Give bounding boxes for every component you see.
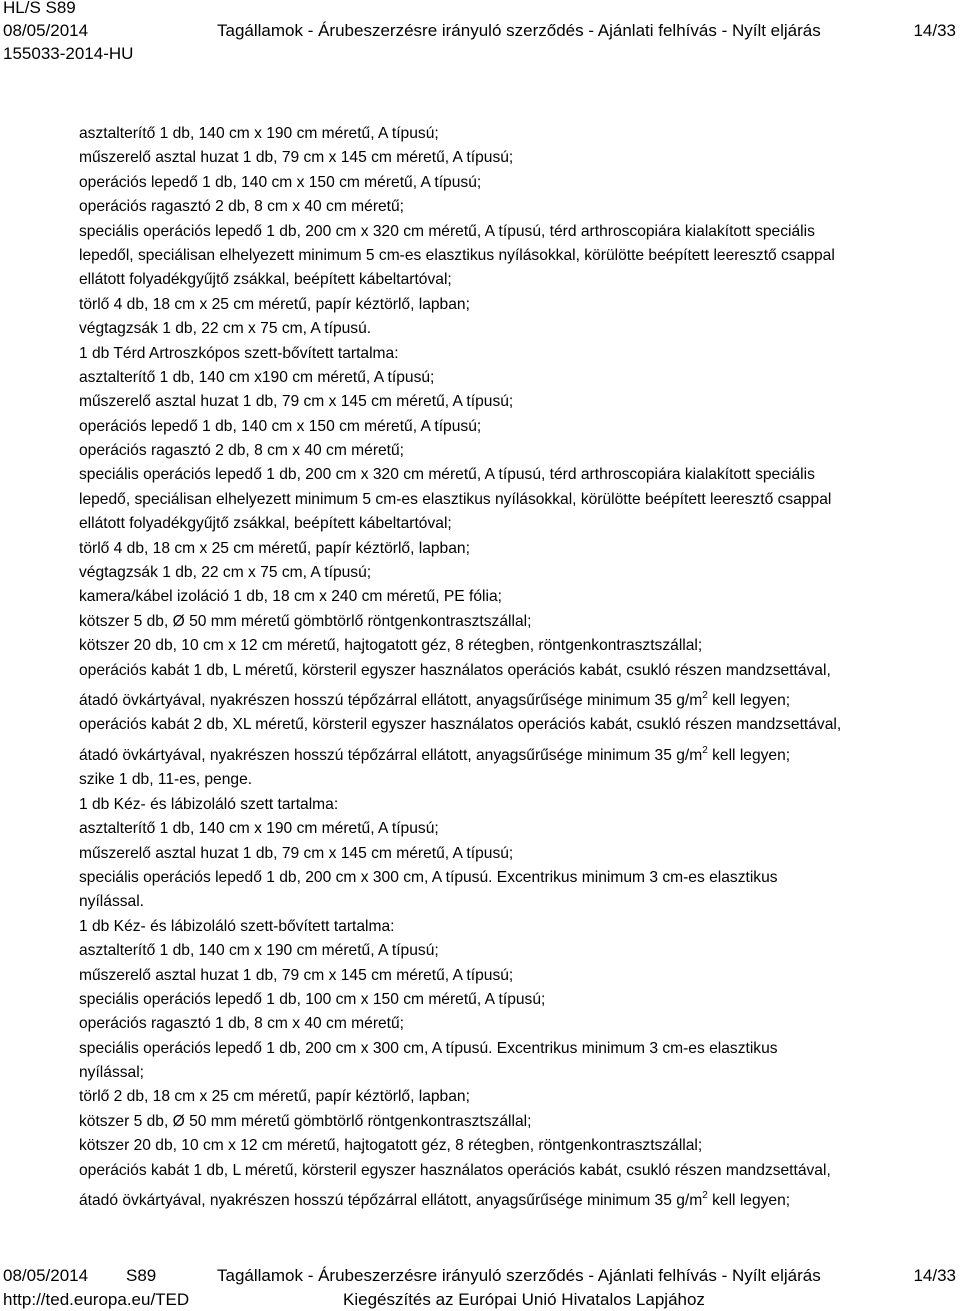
text-line [79, 683, 949, 714]
text-line [79, 1183, 949, 1214]
line-text: speciális operációs lepedő 1 db, 200 cm x 300 cm, A típusú. Excentrikus minimum 3 cm-es elasztikus [79, 1039, 778, 1057]
text-line [79, 561, 949, 585]
text-line [79, 268, 949, 292]
doc-ref: HL/S S89 [3, 0, 76, 17]
text-line [79, 659, 949, 683]
text-line [79, 415, 949, 439]
text-line [79, 634, 949, 658]
line-text: végtagzsák 1 db, 22 cm x 75 cm, A típusú; [79, 564, 372, 582]
text-line [79, 890, 949, 914]
line-text-tail: kell legyen; [707, 691, 791, 709]
text-line [79, 488, 949, 512]
line-text: kötszer 5 db, Ø 50 mm méretű gömbtörlő röntgenkontrasztszállal; [79, 1112, 532, 1130]
line-text: asztalterítő 1 db, 140 cm x 190 cm méretű, A típusú; [79, 942, 439, 960]
superscript-2: 2 [702, 744, 708, 756]
text-line [79, 146, 949, 170]
text-line [79, 390, 949, 414]
text-line [79, 964, 949, 988]
footer-series: S89 [126, 1266, 157, 1285]
text-line [79, 738, 949, 769]
line-text: operációs lepedő 1 db, 140 cm x 150 cm méretű, A típusú; [79, 173, 482, 191]
line-text: törlő 4 db, 18 cm x 25 cm méretű, papír kéztörlő, lapban; [79, 295, 470, 313]
text-line [79, 1061, 949, 1085]
text-line [79, 793, 949, 817]
line-text: műszerelő asztal huzat 1 db, 79 cm x 145 cm méretű, A típusú; [79, 966, 514, 984]
header-page-number: 14/33 [913, 21, 956, 40]
text-line [79, 439, 949, 463]
footer-page-number: 14/33 [913, 1266, 956, 1285]
text-line [79, 915, 949, 939]
line-text: szike 1 db, 11-es, penge. [79, 771, 253, 789]
text-line [79, 122, 949, 146]
line-text-tail: kell legyen; [707, 1192, 791, 1210]
text-line [79, 366, 949, 390]
line-text: operációs ragasztó 2 db, 8 cm x 40 cm méretű; [79, 198, 405, 216]
line-text: speciális operációs lepedő 1 db, 200 cm x 320 cm méretű, A típusú, térd arthroscopiára kialakított speciális [79, 222, 815, 240]
text-line [79, 585, 949, 609]
text-line [79, 220, 949, 244]
line-text: törlő 2 db, 18 cm x 25 cm méretű, papír kéztörlő, lapban; [79, 1088, 470, 1106]
line-text: végtagzsák 1 db, 22 cm x 75 cm, A típusú. [79, 320, 372, 338]
text-line [79, 171, 949, 195]
line-text: törlő 4 db, 18 cm x 25 cm méretű, papír kéztörlő, lapban; [79, 539, 470, 557]
page-footer [0, 1265, 960, 1311]
text-line [79, 537, 949, 561]
text-line [79, 244, 949, 268]
line-text: lepedő, speciálisan elhelyezett minimum 5 cm-es elasztikus nyílásokkal, körülötte beépített leeresztő csappal [79, 490, 832, 508]
line-text: átadó övkártyával, nyakrészen hosszú tépőzárral ellátott, anyagsűrűsége minimum 35 g/m [79, 1192, 703, 1210]
text-line [79, 1037, 949, 1061]
line-text: kötszer 5 db, Ø 50 mm méretű gömbtörlő röntgenkontrasztszállal; [79, 612, 532, 630]
line-text: nyílással. [79, 893, 145, 911]
text-line [79, 713, 949, 737]
text-line [79, 939, 949, 963]
footer-title: Tagállamok - Árubeszerzésre irányuló szerződés - Ajánlati felhívás - Nyílt eljárás [217, 1266, 821, 1285]
line-text: kötszer 20 db, 10 cm x 12 cm méretű, hajtogatott géz, 8 rétegben, röntgenkontrasztszállal; [79, 1137, 703, 1155]
text-line [79, 195, 949, 219]
line-text: asztalterítő 1 db, 140 cm x 190 cm méretű, A típusú; [79, 820, 439, 838]
text-line [79, 1110, 949, 1134]
header-date: 08/05/2014 [3, 21, 89, 40]
text-line [79, 1012, 949, 1036]
line-text: ellátott folyadékgyűjtő zsákkal, beépített kábeltartóval; [79, 515, 452, 533]
line-text: 1 db Térd Artroszkópos szett-bővített tartalma: [79, 344, 399, 362]
line-text: nyílással; [79, 1064, 145, 1082]
line-text: átadó övkártyával, nyakrészen hosszú tépőzárral ellátott, anyagsűrűsége minimum 35 g/m [79, 746, 703, 764]
text-line [79, 512, 949, 536]
line-text: műszerelő asztal huzat 1 db, 79 cm x 145 cm méretű, A típusú; [79, 844, 514, 862]
header-title: Tagállamok - Árubeszerzésre irányuló szerződés - Ajánlati felhívás - Nyílt eljárás [217, 21, 821, 40]
page-header [0, 0, 960, 70]
line-text: 1 db Kéz- és lábizoláló szett tartalma: [79, 795, 339, 813]
line-text: speciális operációs lepedő 1 db, 200 cm x 320 cm méretű, A típusú, térd arthroscopiára kialakított speciális [79, 466, 815, 484]
line-text: lepedől, speciálisan elhelyezett minimum 5 cm-es elasztikus nyílásokkal, körülötte beépített leeresztő csappal [79, 246, 835, 264]
line-text: átadó övkártyával, nyakrészen hosszú tépőzárral ellátott, anyagsűrűsége minimum 35 g/m [79, 691, 703, 709]
footer-supplement: Kiegészítés az Európai Unió Hivatalos Lapjához [343, 1290, 705, 1309]
text-line [79, 988, 949, 1012]
text-line [79, 817, 949, 841]
line-text: operációs kabát 1 db, L méretű, körsteril egyszer használatos operációs kabát, csukló részen mandzsettával, [79, 1161, 831, 1179]
text-line [79, 768, 949, 792]
text-line [79, 463, 949, 487]
document-body [79, 122, 949, 1214]
line-text: műszerelő asztal huzat 1 db, 79 cm x 145 cm méretű, A típusú; [79, 393, 514, 411]
line-text: operációs ragasztó 2 db, 8 cm x 40 cm méretű; [79, 442, 405, 460]
line-text: asztalterítő 1 db, 140 cm x190 cm méretű, A típusú; [79, 368, 435, 386]
line-text-tail: kell legyen; [707, 746, 791, 764]
line-text: operációs kabát 2 db, XL méretű, körsteril egyszer használatos operációs kabát, csukló részen mandzsettával, [79, 716, 842, 734]
superscript-2: 2 [702, 689, 708, 701]
line-text: operációs lepedő 1 db, 140 cm x 150 cm méretű, A típusú; [79, 417, 482, 435]
line-text: speciális operációs lepedő 1 db, 200 cm x 300 cm, A típusú. Excentrikus minimum 3 cm-es elasztikus [79, 868, 778, 886]
footer-date: 08/05/2014 [3, 1266, 89, 1285]
text-line [79, 866, 949, 890]
line-text: kamera/kábel izoláció 1 db, 18 cm x 240 cm méretű, PE fólia; [79, 588, 502, 606]
text-line [79, 317, 949, 341]
footer-url: http://ted.europa.eu/TED [3, 1290, 190, 1309]
doc-id: 155033-2014-HU [3, 44, 134, 63]
line-text: speciális operációs lepedő 1 db, 100 cm x 150 cm méretű, A típusú; [79, 990, 546, 1008]
text-line [79, 1159, 949, 1183]
text-line [79, 1134, 949, 1158]
line-text: ellátott folyadékgyűjtő zsákkal, beépített kábeltartóval; [79, 271, 452, 289]
text-line [79, 1085, 949, 1109]
text-line [79, 293, 949, 317]
line-text: 1 db Kéz- és lábizoláló szett-bővített tartalma: [79, 917, 395, 935]
superscript-2: 2 [702, 1190, 708, 1202]
line-text: kötszer 20 db, 10 cm x 12 cm méretű, hajtogatott géz, 8 rétegben, röntgenkontrasztszállal; [79, 637, 703, 655]
text-line [79, 610, 949, 634]
text-line [79, 842, 949, 866]
text-line [79, 342, 949, 366]
line-text: operációs ragasztó 1 db, 8 cm x 40 cm méretű; [79, 1015, 405, 1033]
line-text: asztalterítő 1 db, 140 cm x 190 cm méretű, A típusú; [79, 125, 439, 142]
line-text: műszerelő asztal huzat 1 db, 79 cm x 145 cm méretű, A típusú; [79, 149, 514, 167]
line-text: operációs kabát 1 db, L méretű, körsteril egyszer használatos operációs kabát, csukló részen mandzsettával, [79, 661, 831, 679]
